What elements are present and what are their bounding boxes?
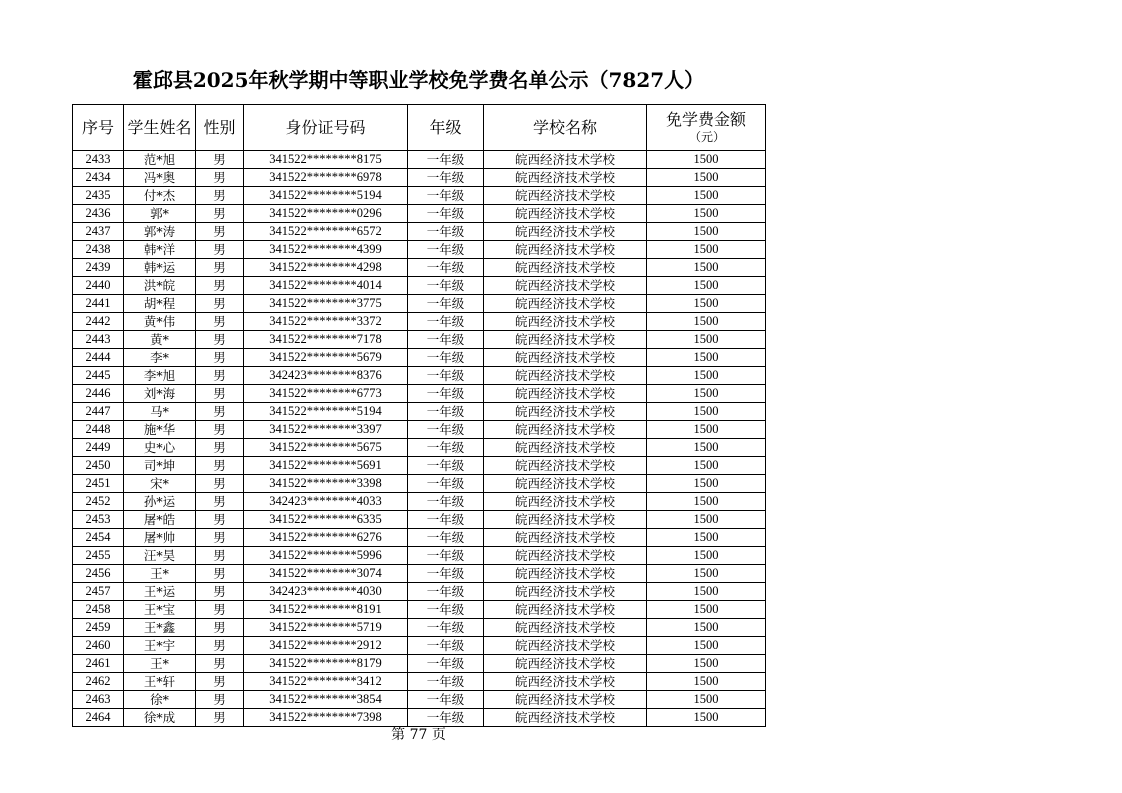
cell-fee: 1500: [647, 655, 766, 673]
cell-grade: 一年级: [408, 259, 484, 277]
table-row: [73, 583, 766, 601]
cell-school: 皖西经济技术学校: [484, 565, 647, 583]
header-gender: 性别: [196, 105, 244, 151]
page-title: 霍邱县2025年秋学期中等职业学校免学费名单公示（7827人）: [132, 68, 705, 92]
cell-id-number: 341522********5691: [244, 457, 408, 475]
cell-student-name: 刘*海: [124, 385, 196, 403]
cell-grade: 一年级: [408, 529, 484, 547]
cell-fee: 1500: [647, 673, 766, 691]
cell-gender: 男: [196, 223, 244, 241]
cell-seq: 2437: [73, 223, 124, 241]
table-row: [73, 619, 766, 637]
cell-school: 皖西经济技术学校: [484, 205, 647, 223]
cell-id-number: 341522********5679: [244, 349, 408, 367]
cell-gender: 男: [196, 547, 244, 565]
cell-gender: 男: [196, 637, 244, 655]
cell-gender: 男: [196, 241, 244, 259]
cell-gender: 男: [196, 421, 244, 439]
cell-seq: 2442: [73, 313, 124, 331]
cell-grade: 一年级: [408, 349, 484, 367]
cell-school: 皖西经济技术学校: [484, 673, 647, 691]
table-row: [73, 529, 766, 547]
cell-fee: 1500: [647, 421, 766, 439]
cell-school: 皖西经济技术学校: [484, 547, 647, 565]
cell-fee: 1500: [647, 475, 766, 493]
cell-seq: 2453: [73, 511, 124, 529]
cell-gender: 男: [196, 565, 244, 583]
cell-grade: 一年级: [408, 313, 484, 331]
cell-gender: 男: [196, 349, 244, 367]
table-body: [73, 151, 766, 727]
cell-school: 皖西经济技术学校: [484, 439, 647, 457]
cell-student-name: 屠*皓: [124, 511, 196, 529]
cell-gender: 男: [196, 619, 244, 637]
cell-seq: 2443: [73, 331, 124, 349]
table-row: [73, 457, 766, 475]
cell-student-name: 冯*奥: [124, 169, 196, 187]
cell-school: 皖西经济技术学校: [484, 151, 647, 169]
cell-id-number: 341522********3412: [244, 673, 408, 691]
cell-school: 皖西经济技术学校: [484, 403, 647, 421]
cell-grade: 一年级: [408, 439, 484, 457]
cell-fee: 1500: [647, 277, 766, 295]
cell-school: 皖西经济技术学校: [484, 385, 647, 403]
cell-school: 皖西经济技术学校: [484, 511, 647, 529]
cell-grade: 一年级: [408, 547, 484, 565]
cell-seq: 2445: [73, 367, 124, 385]
cell-seq: 2451: [73, 475, 124, 493]
table-row: [73, 637, 766, 655]
table-row: [73, 223, 766, 241]
table-row: [73, 241, 766, 259]
cell-fee: 1500: [647, 367, 766, 385]
cell-gender: 男: [196, 601, 244, 619]
table-row: [73, 385, 766, 403]
cell-id-number: 342423********8376: [244, 367, 408, 385]
cell-student-name: 李*: [124, 349, 196, 367]
cell-id-number: 341522********3397: [244, 421, 408, 439]
cell-gender: 男: [196, 457, 244, 475]
cell-seq: 2458: [73, 601, 124, 619]
table-row: [73, 655, 766, 673]
cell-student-name: 司*坤: [124, 457, 196, 475]
cell-gender: 男: [196, 331, 244, 349]
cell-seq: 2459: [73, 619, 124, 637]
cell-grade: 一年级: [408, 493, 484, 511]
cell-school: 皖西经济技术学校: [484, 241, 647, 259]
cell-id-number: 341522********3074: [244, 565, 408, 583]
cell-school: 皖西经济技术学校: [484, 637, 647, 655]
table-row: [73, 475, 766, 493]
cell-id-number: 341522********2912: [244, 637, 408, 655]
cell-id-number: 341522********7398: [244, 709, 408, 727]
cell-school: 皖西经济技术学校: [484, 421, 647, 439]
cell-student-name: 王*轩: [124, 673, 196, 691]
cell-seq: 2434: [73, 169, 124, 187]
cell-seq: 2452: [73, 493, 124, 511]
cell-school: 皖西经济技术学校: [484, 619, 647, 637]
cell-seq: 2435: [73, 187, 124, 205]
cell-fee: 1500: [647, 349, 766, 367]
cell-fee: 1500: [647, 385, 766, 403]
cell-gender: 男: [196, 709, 244, 727]
cell-fee: 1500: [647, 619, 766, 637]
cell-gender: 男: [196, 655, 244, 673]
cell-fee: 1500: [647, 565, 766, 583]
cell-school: 皖西经济技术学校: [484, 313, 647, 331]
cell-seq: 2464: [73, 709, 124, 727]
cell-id-number: 341522********4014: [244, 277, 408, 295]
cell-gender: 男: [196, 475, 244, 493]
table-row: [73, 421, 766, 439]
cell-fee: 1500: [647, 547, 766, 565]
cell-student-name: 郭*: [124, 205, 196, 223]
cell-student-name: 李*旭: [124, 367, 196, 385]
cell-school: 皖西经济技术学校: [484, 493, 647, 511]
cell-fee: 1500: [647, 457, 766, 475]
cell-seq: 2436: [73, 205, 124, 223]
cell-fee: 1500: [647, 313, 766, 331]
cell-gender: 男: [196, 583, 244, 601]
cell-id-number: 341522********3775: [244, 295, 408, 313]
cell-id-number: 341522********3854: [244, 691, 408, 709]
cell-gender: 男: [196, 151, 244, 169]
cell-seq: 2450: [73, 457, 124, 475]
cell-school: 皖西经济技术学校: [484, 187, 647, 205]
cell-school: 皖西经济技术学校: [484, 223, 647, 241]
cell-gender: 男: [196, 313, 244, 331]
cell-school: 皖西经济技术学校: [484, 475, 647, 493]
cell-grade: 一年级: [408, 619, 484, 637]
cell-fee: 1500: [647, 241, 766, 259]
table-row: [73, 151, 766, 169]
cell-grade: 一年级: [408, 385, 484, 403]
cell-id-number: 341522********8191: [244, 601, 408, 619]
cell-school: 皖西经济技术学校: [484, 277, 647, 295]
cell-gender: 男: [196, 259, 244, 277]
table-row: [73, 349, 766, 367]
table-row: [73, 493, 766, 511]
cell-grade: 一年级: [408, 169, 484, 187]
cell-id-number: 341522********7178: [244, 331, 408, 349]
cell-school: 皖西经济技术学校: [484, 259, 647, 277]
cell-id-number: 341522********5719: [244, 619, 408, 637]
cell-student-name: 韩*运: [124, 259, 196, 277]
cell-grade: 一年级: [408, 691, 484, 709]
cell-id-number: 341522********6572: [244, 223, 408, 241]
cell-grade: 一年级: [408, 331, 484, 349]
cell-id-number: 341522********5996: [244, 547, 408, 565]
table-row: [73, 601, 766, 619]
cell-student-name: 宋*: [124, 475, 196, 493]
cell-id-number: 341522********6773: [244, 385, 408, 403]
cell-seq: 2456: [73, 565, 124, 583]
cell-seq: 2446: [73, 385, 124, 403]
cell-gender: 男: [196, 385, 244, 403]
cell-gender: 男: [196, 439, 244, 457]
header-id-number: 身份证号码: [244, 105, 408, 151]
cell-student-name: 范*旭: [124, 151, 196, 169]
cell-grade: 一年级: [408, 709, 484, 727]
cell-grade: 一年级: [408, 637, 484, 655]
cell-student-name: 史*心: [124, 439, 196, 457]
cell-school: 皖西经济技术学校: [484, 655, 647, 673]
cell-id-number: 341522********4399: [244, 241, 408, 259]
tuition-waiver-table: [72, 104, 766, 727]
cell-fee: 1500: [647, 223, 766, 241]
cell-school: 皖西经济技术学校: [484, 169, 647, 187]
cell-id-number: 341522********5194: [244, 187, 408, 205]
cell-grade: 一年级: [408, 187, 484, 205]
cell-seq: 2438: [73, 241, 124, 259]
cell-student-name: 王*运: [124, 583, 196, 601]
cell-seq: 2461: [73, 655, 124, 673]
cell-seq: 2439: [73, 259, 124, 277]
cell-gender: 男: [196, 529, 244, 547]
table-row: [73, 169, 766, 187]
cell-gender: 男: [196, 673, 244, 691]
cell-gender: 男: [196, 403, 244, 421]
cell-fee: 1500: [647, 295, 766, 313]
cell-grade: 一年级: [408, 457, 484, 475]
cell-fee: 1500: [647, 403, 766, 421]
cell-seq: 2449: [73, 439, 124, 457]
cell-grade: 一年级: [408, 223, 484, 241]
cell-id-number: 341522********3398: [244, 475, 408, 493]
cell-student-name: 汪*昊: [124, 547, 196, 565]
cell-grade: 一年级: [408, 655, 484, 673]
cell-student-name: 施*华: [124, 421, 196, 439]
table-row: [73, 709, 766, 727]
cell-fee: 1500: [647, 259, 766, 277]
cell-gender: 男: [196, 295, 244, 313]
cell-school: 皖西经济技术学校: [484, 583, 647, 601]
table-header-row: [73, 105, 766, 151]
cell-id-number: 341522********6335: [244, 511, 408, 529]
cell-student-name: 韩*洋: [124, 241, 196, 259]
cell-seq: 2463: [73, 691, 124, 709]
cell-student-name: 徐*: [124, 691, 196, 709]
cell-student-name: 徐*成: [124, 709, 196, 727]
page-number: 第 77 页: [391, 727, 446, 743]
cell-fee: 1500: [647, 205, 766, 223]
cell-student-name: 黄*: [124, 331, 196, 349]
cell-grade: 一年级: [408, 277, 484, 295]
cell-student-name: 王*: [124, 655, 196, 673]
cell-school: 皖西经济技术学校: [484, 457, 647, 475]
cell-grade: 一年级: [408, 205, 484, 223]
cell-seq: 2447: [73, 403, 124, 421]
cell-gender: 男: [196, 493, 244, 511]
table-row: [73, 367, 766, 385]
cell-student-name: 胡*程: [124, 295, 196, 313]
header-school: 学校名称: [484, 105, 647, 151]
cell-fee: 1500: [647, 691, 766, 709]
cell-id-number: 341522********6276: [244, 529, 408, 547]
cell-school: 皖西经济技术学校: [484, 331, 647, 349]
cell-seq: 2441: [73, 295, 124, 313]
cell-school: 皖西经济技术学校: [484, 367, 647, 385]
cell-gender: 男: [196, 187, 244, 205]
table-row: [73, 691, 766, 709]
cell-school: 皖西经济技术学校: [484, 349, 647, 367]
cell-seq: 2448: [73, 421, 124, 439]
cell-fee: 1500: [647, 169, 766, 187]
cell-gender: 男: [196, 511, 244, 529]
cell-gender: 男: [196, 367, 244, 385]
table-row: [73, 295, 766, 313]
header-seq: 序号: [73, 105, 124, 151]
table-row: [73, 313, 766, 331]
cell-student-name: 屠*帅: [124, 529, 196, 547]
cell-grade: 一年级: [408, 421, 484, 439]
cell-gender: 男: [196, 169, 244, 187]
cell-student-name: 王*: [124, 565, 196, 583]
cell-fee: 1500: [647, 709, 766, 727]
cell-grade: 一年级: [408, 475, 484, 493]
table-row: [73, 259, 766, 277]
cell-id-number: 341522********4298: [244, 259, 408, 277]
cell-grade: 一年级: [408, 511, 484, 529]
cell-student-name: 王*宝: [124, 601, 196, 619]
cell-fee: 1500: [647, 583, 766, 601]
cell-seq: 2433: [73, 151, 124, 169]
cell-seq: 2457: [73, 583, 124, 601]
cell-grade: 一年级: [408, 151, 484, 169]
cell-seq: 2460: [73, 637, 124, 655]
cell-id-number: 341522********8179: [244, 655, 408, 673]
cell-school: 皖西经济技术学校: [484, 295, 647, 313]
cell-school: 皖西经济技术学校: [484, 601, 647, 619]
cell-gender: 男: [196, 277, 244, 295]
cell-seq: 2440: [73, 277, 124, 295]
table-row: [73, 331, 766, 349]
table-row: [73, 439, 766, 457]
header-grade: 年级: [408, 105, 484, 151]
table-row: [73, 511, 766, 529]
cell-student-name: 马*: [124, 403, 196, 421]
cell-school: 皖西经济技术学校: [484, 709, 647, 727]
cell-gender: 男: [196, 205, 244, 223]
table-row: [73, 673, 766, 691]
cell-id-number: 341522********5675: [244, 439, 408, 457]
cell-grade: 一年级: [408, 673, 484, 691]
cell-grade: 一年级: [408, 295, 484, 313]
cell-student-name: 付*杰: [124, 187, 196, 205]
cell-gender: 男: [196, 691, 244, 709]
table-row: [73, 187, 766, 205]
cell-student-name: 洪*皖: [124, 277, 196, 295]
cell-student-name: 王*宇: [124, 637, 196, 655]
cell-student-name: 黄*伟: [124, 313, 196, 331]
cell-id-number: 341522********8175: [244, 151, 408, 169]
table-row: [73, 277, 766, 295]
cell-id-number: 341522********5194: [244, 403, 408, 421]
cell-fee: 1500: [647, 151, 766, 169]
header-fee-unit: （元）: [688, 129, 725, 144]
cell-seq: 2454: [73, 529, 124, 547]
cell-seq: 2462: [73, 673, 124, 691]
cell-fee: 1500: [647, 511, 766, 529]
cell-seq: 2455: [73, 547, 124, 565]
cell-fee: 1500: [647, 439, 766, 457]
table-row: [73, 565, 766, 583]
cell-fee: 1500: [647, 637, 766, 655]
cell-id-number: 342423********4030: [244, 583, 408, 601]
cell-grade: 一年级: [408, 403, 484, 421]
table-row: [73, 205, 766, 223]
header-fee-label: 免学费金额: [665, 109, 746, 129]
cell-fee: 1500: [647, 601, 766, 619]
cell-student-name: 王*鑫: [124, 619, 196, 637]
cell-school: 皖西经济技术学校: [484, 529, 647, 547]
cell-grade: 一年级: [408, 241, 484, 259]
cell-fee: 1500: [647, 529, 766, 547]
cell-fee: 1500: [647, 493, 766, 511]
cell-student-name: 郭*涛: [124, 223, 196, 241]
cell-id-number: 341522********0296: [244, 205, 408, 223]
cell-grade: 一年级: [408, 565, 484, 583]
cell-grade: 一年级: [408, 583, 484, 601]
table-row: [73, 403, 766, 421]
cell-id-number: 341522********3372: [244, 313, 408, 331]
cell-grade: 一年级: [408, 367, 484, 385]
cell-seq: 2444: [73, 349, 124, 367]
cell-id-number: 341522********6978: [244, 169, 408, 187]
header-fee: [647, 105, 766, 151]
header-student-name: 学生姓名: [124, 105, 196, 151]
cell-fee: 1500: [647, 187, 766, 205]
cell-student-name: 孙*运: [124, 493, 196, 511]
cell-grade: 一年级: [408, 601, 484, 619]
table-row: [73, 547, 766, 565]
cell-id-number: 342423********4033: [244, 493, 408, 511]
cell-fee: 1500: [647, 331, 766, 349]
cell-school: 皖西经济技术学校: [484, 691, 647, 709]
